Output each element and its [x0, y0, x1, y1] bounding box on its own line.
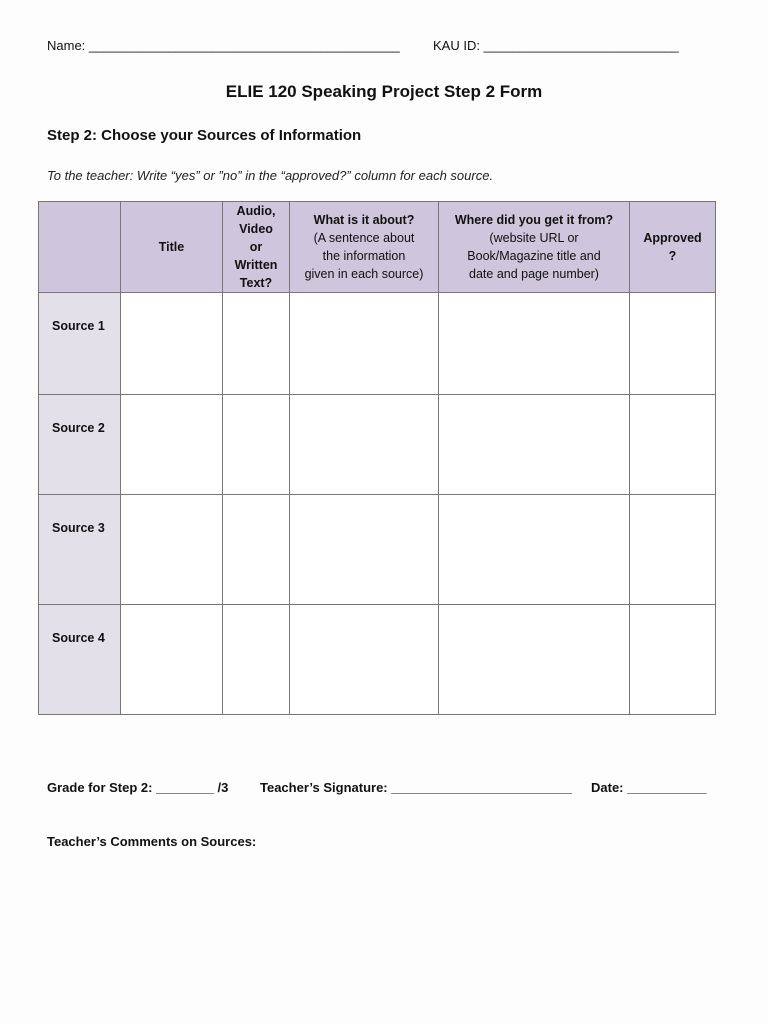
date-field-label: Date: ___________ [591, 780, 707, 795]
cell-where-from[interactable] [439, 293, 630, 395]
cell-title[interactable] [121, 395, 223, 495]
cell-what-about[interactable] [290, 293, 439, 395]
cell-where-from[interactable] [439, 605, 630, 715]
cell-title[interactable] [121, 495, 223, 605]
table-row [39, 395, 716, 495]
cell-title[interactable] [121, 293, 223, 395]
table-row [39, 605, 716, 715]
cell-title[interactable] [121, 605, 223, 715]
cell-where-from[interactable] [439, 495, 630, 605]
cell-what-about[interactable] [290, 495, 439, 605]
cell-media-type[interactable] [223, 495, 290, 605]
grade-field-label: Grade for Step 2: ________ /3 [47, 780, 229, 795]
step-heading: Step 2: Choose your Sources of Information [47, 127, 362, 144]
table-row [39, 293, 716, 395]
cell-approved[interactable] [630, 605, 716, 715]
cell-what-about[interactable] [290, 605, 439, 715]
header-corner-cell [39, 202, 121, 293]
cell-media-type[interactable] [223, 395, 290, 495]
cell-media-type[interactable] [223, 293, 290, 395]
cell-approved[interactable] [630, 395, 716, 495]
kau-id-field-label: KAU ID: ___________________________ [433, 38, 679, 53]
header-media-type: Audio, Video or Written Text? [223, 202, 290, 293]
cell-approved[interactable] [630, 495, 716, 605]
name-field-label: Name: ___________________________________________ [47, 38, 400, 53]
table-header-row [39, 202, 716, 293]
cell-where-from[interactable] [439, 395, 630, 495]
teacher-signature-label: Teacher’s Signature: _________________________ [260, 780, 572, 795]
cell-what-about[interactable] [290, 395, 439, 495]
table-row [39, 495, 716, 605]
row-label-source-1: Source 1 [39, 293, 121, 395]
cell-media-type[interactable] [223, 605, 290, 715]
cell-approved[interactable] [630, 293, 716, 395]
row-label-source-4: Source 4 [39, 605, 121, 715]
header-approved: Approved ? [630, 202, 716, 293]
teacher-instruction: To the teacher: Write “yes” or ”no” in the “approved?” column for each source. [47, 168, 494, 183]
teacher-comments-label: Teacher’s Comments on Sources: [47, 834, 257, 849]
header-title: Title [121, 202, 223, 293]
header-where-from: Where did you get it from? (website URL or Book/Magazine title and date and page number) [439, 202, 630, 293]
row-label-source-2: Source 2 [39, 395, 121, 495]
form-title: ELIE 120 Speaking Project Step 2 Form [225, 82, 543, 101]
header-what-about: What is it about? (A sentence about the information given in each source) [290, 202, 439, 293]
sources-table [38, 201, 716, 715]
row-label-source-3: Source 3 [39, 495, 121, 605]
